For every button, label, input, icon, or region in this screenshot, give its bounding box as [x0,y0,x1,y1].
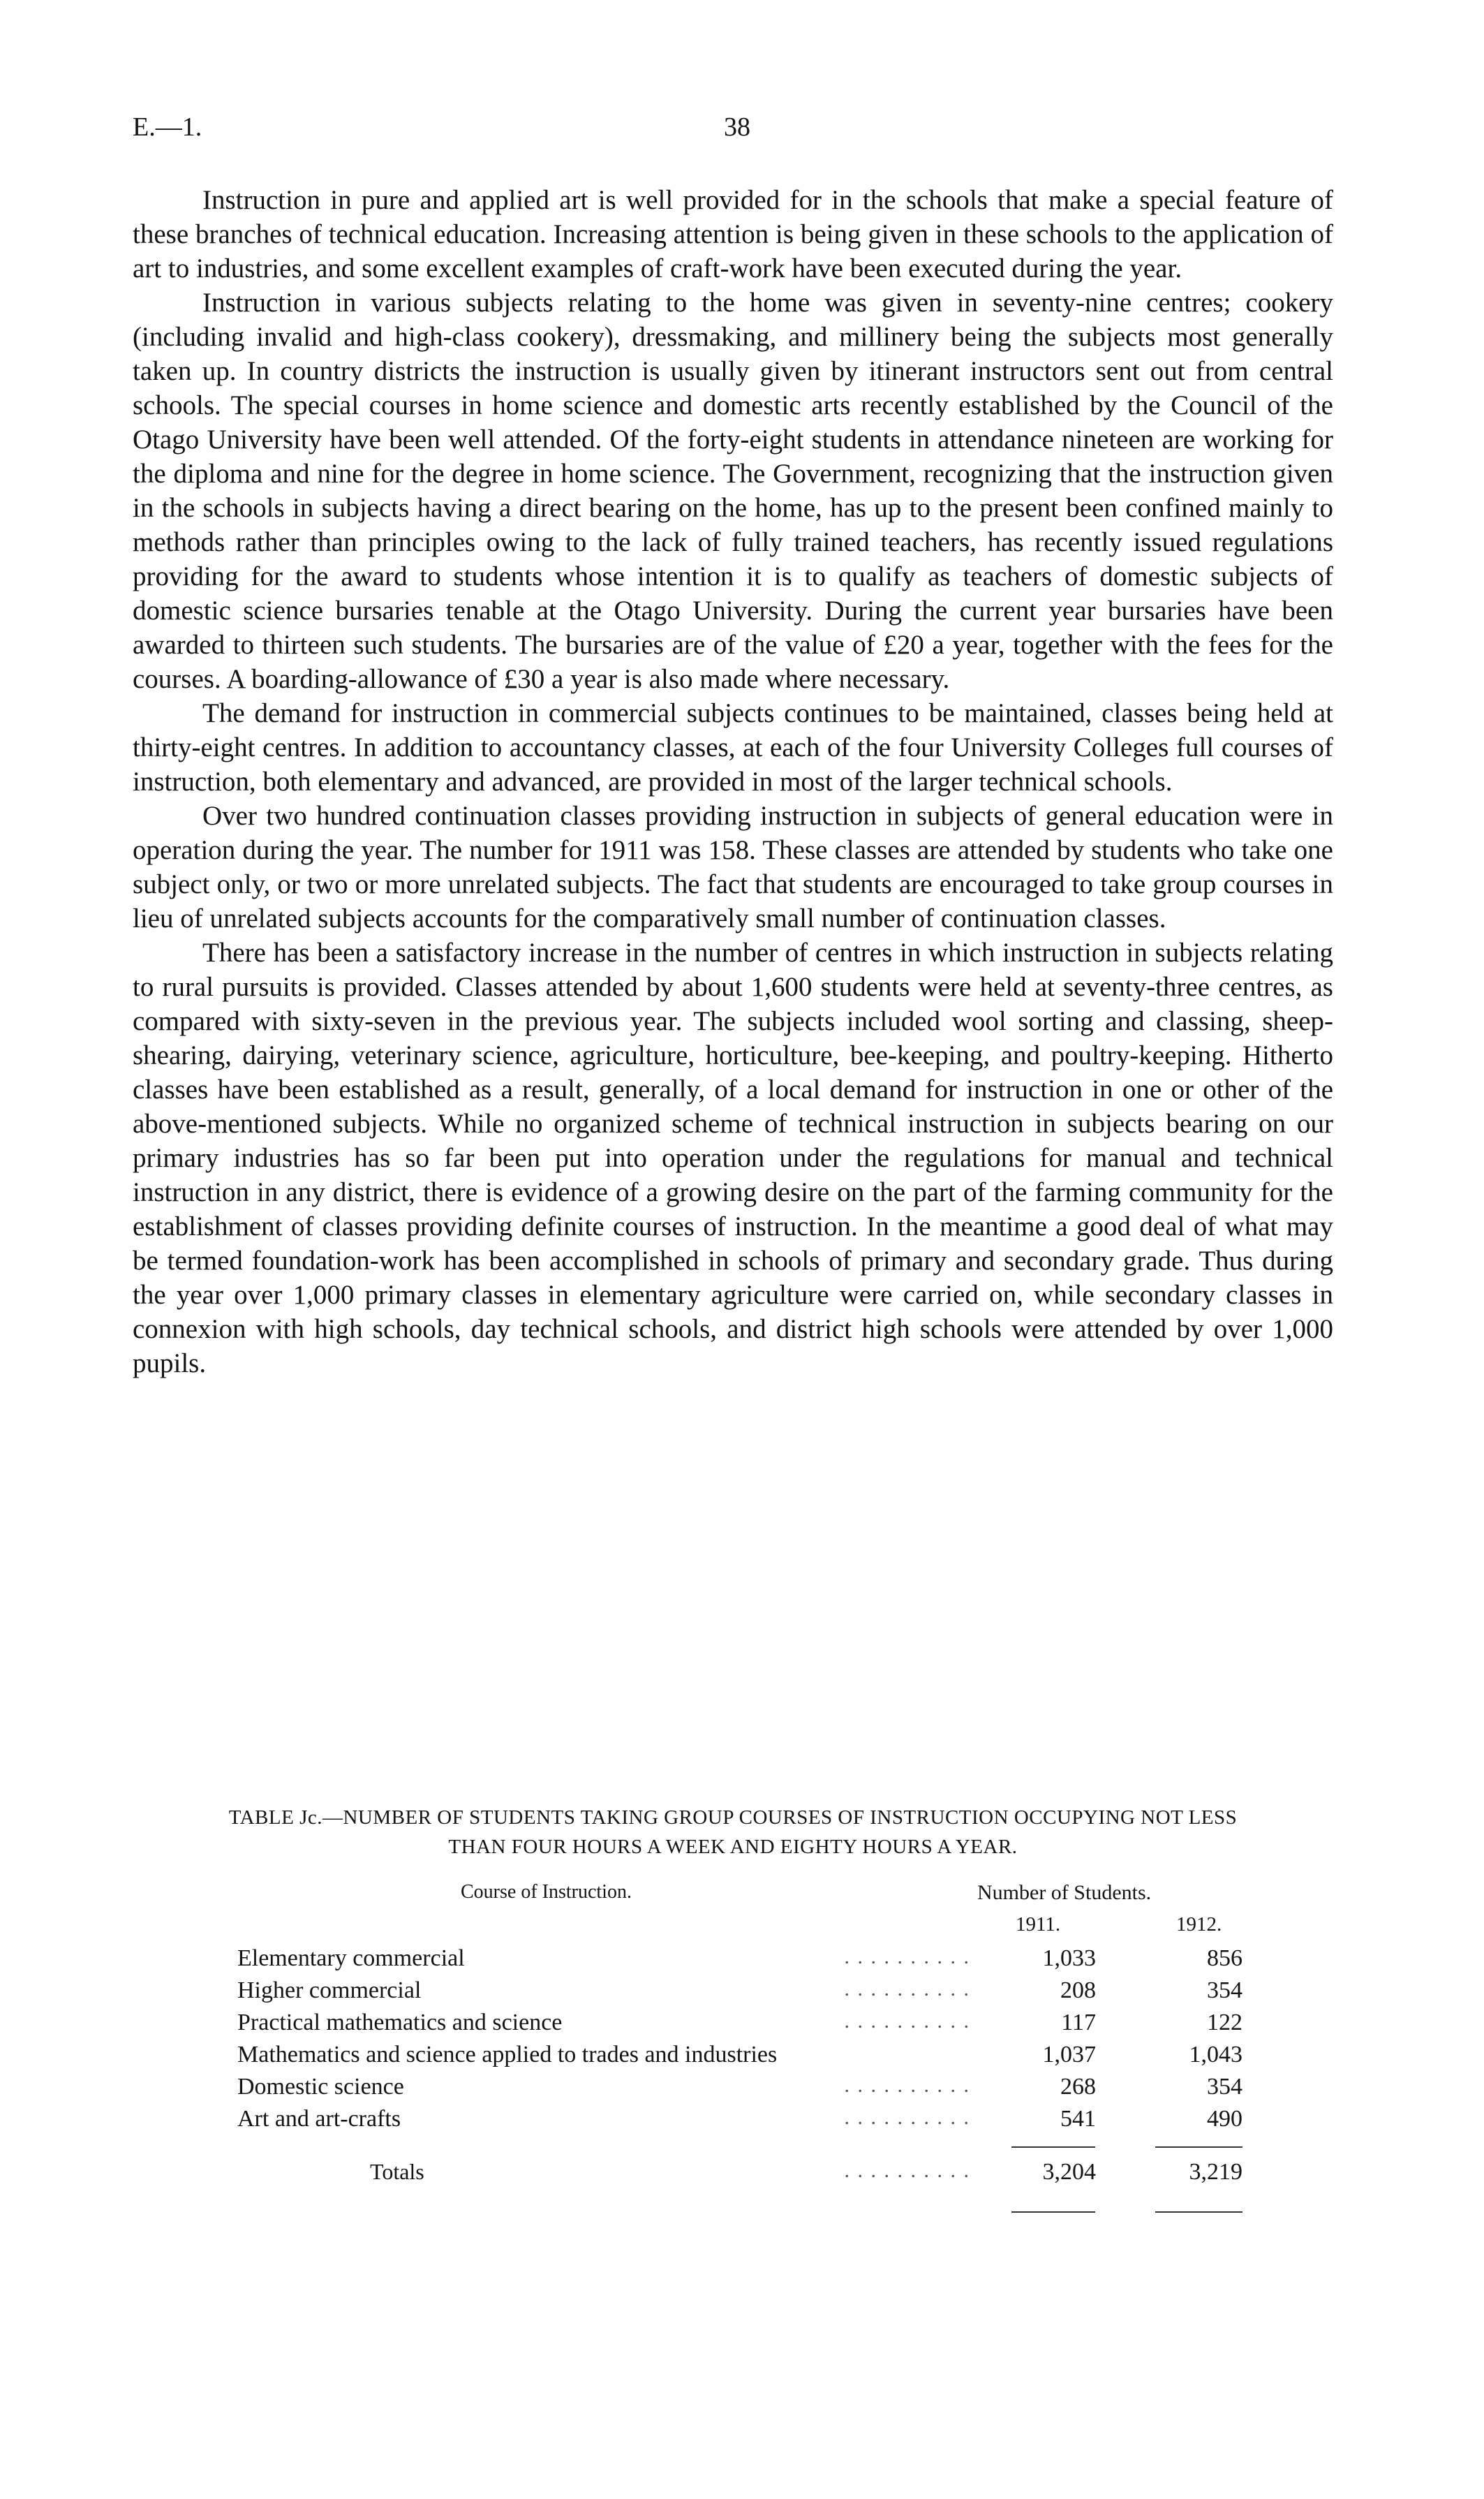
value-1912: 856 [1207,1945,1242,1971]
table-row [237,2010,1242,2042]
body-text [133,183,1333,1380]
dot-leader: . . . . . . . . . . [844,2074,970,2097]
paragraph-art: Instruction in pure and applied art is well provided for in the schools that make a special feature of these branches of technical education. Increasing attention is being given in these schools to the application of art to industries, and some excellent examples of craft-work have been executed during the year. [133,185,1333,283]
dot-leader: . . . . . . . . . . [844,1977,970,2000]
totals-rule-bottom-1911 [1011,2211,1095,2213]
dot-leader: . . . . . . . . . . [844,2159,970,2182]
course-name: Practical mathematics and science [237,2010,563,2035]
table-row [237,1977,1242,2010]
value-1912: 354 [1207,2074,1242,2100]
page-number: 38 [724,112,750,142]
dot-leader: . . . . . . . . . . [844,2010,970,2033]
year-1912-header: 1912. [1176,1913,1222,1936]
table-row [237,2042,1242,2074]
course-column-header: Course of Instruction. [461,1881,632,1903]
table-row [237,2106,1242,2138]
table-title [133,1803,1333,1862]
totals-label: Totals [370,2159,424,2184]
table-row [237,1945,1242,1977]
table-header-row [237,1881,1242,1913]
dot-leader: . . . . . . . . . . [844,2106,970,2129]
total-1912: 3,219 [1189,2159,1242,2185]
value-1912: 122 [1207,2010,1242,2035]
totals-rule-top-1912 [1155,2146,1242,2148]
paragraph-home-subjects: Instruction in various subjects relating to the home was given in seventy-nine centres; cookery (including invalid and high-class cookery), dressmaking, and millinery being the subjects most generally taken up. In country districts the instruction is usually given by itinerant instructors sent out from central schools. The special courses in home science and domestic arts recently established by the Council of the Otago University have been well attended. Of the forty-eight students in attendance nineteen are working for the diploma and nine for the degree in home science. The Government, recognizing that the instruction given in the schools in subjects having a direct bearing on the home, has up to the present been confined mainly to methods rather than principles owing to the lack of fully trained teachers, has recently issued regulations providing for the award to students whose intention it is to qualify as teachers of domestic subjects of domestic science bursaries tenable at the Otago University. During the current year bursaries have been awarded to thirteen such students. The bursaries are of the value of £20 a year, together with the fees for the courses. A boarding-allowance of £30 a year is also made where necessary. [133,288,1333,694]
value-1911: 208 [1060,1977,1096,2003]
course-name: Higher commercial [237,1977,422,2003]
table-year-header-row [237,1913,1242,1945]
value-1911: 117 [1061,2010,1096,2035]
course-name: Elementary commercial [237,1945,465,1971]
course-name: Art and art-crafts [237,2106,401,2132]
course-name: Mathematics and science applied to trades and industries [237,2042,778,2067]
value-1911: 1,037 [1042,2042,1096,2067]
value-1912: 354 [1207,1977,1242,2003]
paragraph-rural: There has been a satisfactory increase in the number of centres in which instruction in subjects relating to rural pursuits is provided. Classes attended by about 1,600 students were held at seventy-three centres, as compared with sixty-seven in the previous year. The subjects included wool sorting and classing, sheep-shearing, dairying, veterinary science, agriculture, horticulture, bee-keeping, and poultry-keeping. Hitherto classes have been established as a result, generally, of a local demand for instruction in one or other of the above-mentioned subjects. While no organized scheme of technical instruction in subjects bearing on our primary industries has so far been put into operation under the regulations for manual and technical instruction in any district, there is evidence of a growing desire on the part of the farming community for the establishment of classes providing definite courses of instruction. In the meantime a good deal of what may be termed foundation-work has been accomplished in schools of primary and secondary grade. Thus during the year over 1,000 primary classes in elementary agriculture were carried on, while secondary classes in connexion with high schools, day technical schools, and district high schools were attended by over 1,000 pupils. [133,938,1333,1378]
table-title-line: THAN FOUR HOURS A WEEK AND EIGHTY HOURS A YEAR. [448,1836,1018,1858]
table-row [237,2074,1242,2106]
value-1911: 1,033 [1042,1945,1096,1971]
document-reference: E.—1. [133,112,202,142]
paragraph-commercial: The demand for instruction in commercial subjects continues to be maintained, classes being held at thirty-eight centres. In addition to accountancy classes, at each of the four University Colleges full courses of instruction, both elementary and advanced, are provided in most of the larger technical schools. [133,698,1333,797]
paragraph-continuation: Over two hundred continuation classes providing instruction in subjects of general education were in operation during the year. The number for 1911 was 158. These classes are attended by students who take one subject only, or two or more unrelated subjects. The fact that students are encouraged to take group courses in lieu of unrelated subjects accounts for the comparatively small number of continuation classes. [133,801,1333,934]
value-1911: 541 [1060,2106,1096,2132]
value-1911: 268 [1060,2074,1096,2100]
totals-row [237,2159,1242,2191]
table-body [237,1945,1242,2138]
course-name: Domestic science [237,2074,404,2100]
number-column-header: Number of Students. [977,1881,1152,1904]
year-1911-header: 1911. [1016,1913,1061,1936]
value-1912: 490 [1207,2106,1242,2132]
dot-leader: . . . . . . . . . . [844,1945,970,1968]
table-title-line: TABLE Jc.—NUMBER OF STUDENTS TAKING GROUP COURSES OF INSTRUCTION OCCUPYING NOT LESS [228,1806,1238,1829]
totals-rule-top-1911 [1011,2146,1095,2148]
total-1911: 3,204 [1042,2159,1096,2185]
totals-rule-bottom-1912 [1155,2211,1242,2213]
page-header [133,112,1333,154]
value-1912: 1,043 [1189,2042,1242,2067]
